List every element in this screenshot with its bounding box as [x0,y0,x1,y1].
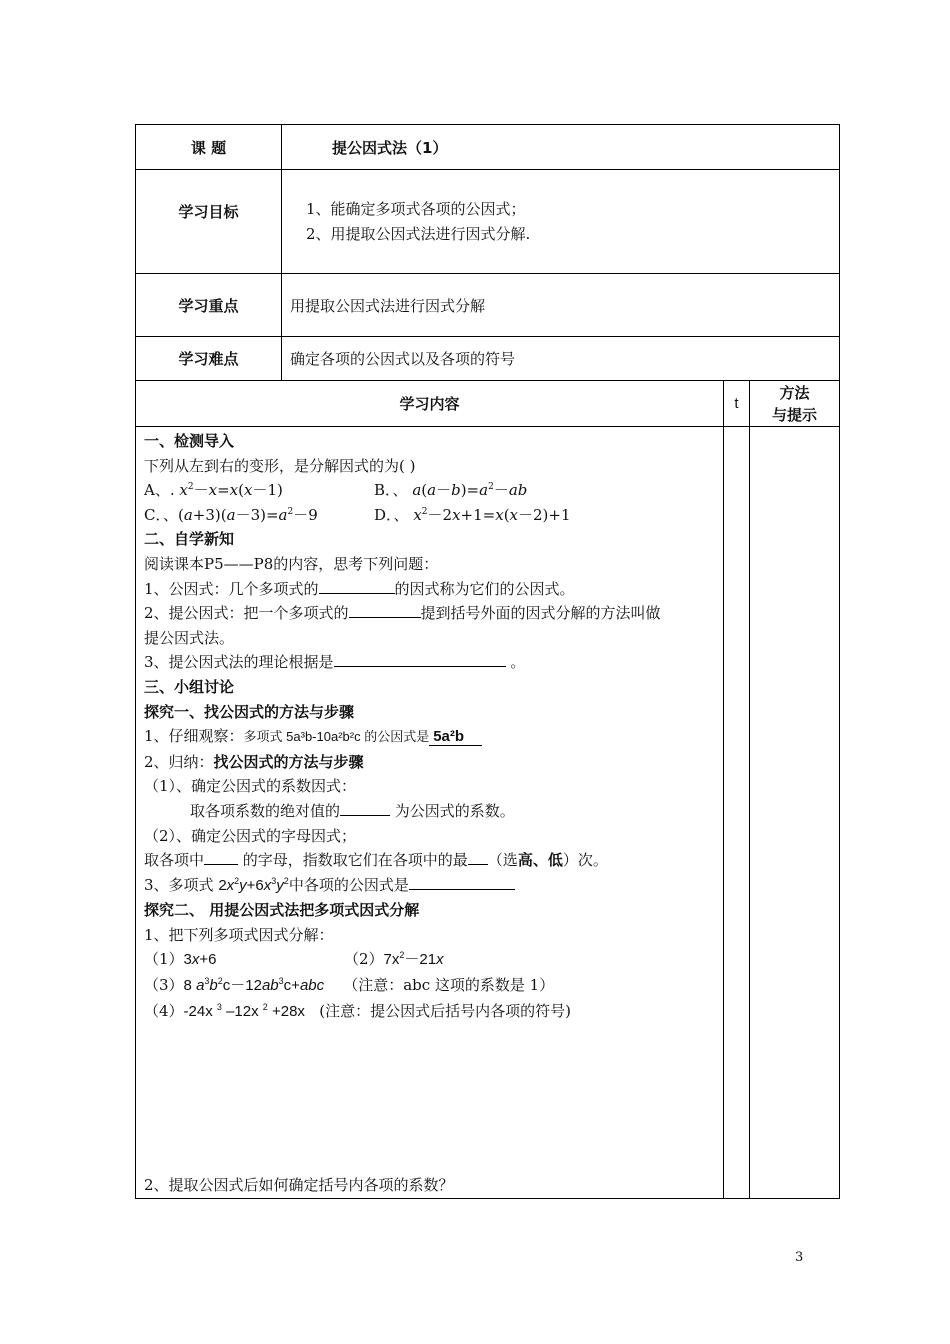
topic-label: 课 题 [136,125,282,170]
options-cd: C．、$(a+3)(a-3)=a^2-9$ D．、 $x^2-2x+1=x(x-2)+1$ [144,505,571,524]
question-2: 2、提公因式：把一个多项式的 提到括号外面的因式分解的方法叫做 [144,604,661,623]
blank[interactable] [204,850,238,865]
option-d-prefix: D．、 [374,505,409,524]
method-header-line2: 与提示 [771,405,817,424]
topic-value: 提公因式法（1） [282,125,840,170]
step2-detail: 取各项中 的字母，指数取它们在各项中的最 （选高、低）次。 [144,851,608,870]
page-number: 3 [795,1250,804,1265]
induct-line: 2、归纳：找公因式的方法与步骤 [144,752,364,771]
section3-title: 三、小组讨论 [144,677,235,696]
common-factor-question: 3、多项式 $2x^2y+6x^3y^2$中各项的公因式是 [144,873,715,899]
blank[interactable] [409,875,515,890]
blank[interactable] [349,603,421,618]
goals-list [282,170,840,274]
t-column-body [724,427,750,1199]
step1: （1）、确定公因式的系数因式： [144,777,357,796]
option-c-prefix: C．、 [144,505,178,524]
goal-item: 2、用提取公因式法进行因式分解. [306,225,531,243]
method-header-line1: 方法 [779,383,810,402]
difficulty-value: 确定各项的公因式以及各项的符号 [282,337,840,381]
section2-title: 二、自学新知 [144,530,235,549]
goals-label: 学习目标 [136,170,282,274]
blank[interactable] [334,652,506,667]
explore1-title: 探究一、找公因式的方法与步骤 [144,702,355,721]
blank[interactable] [340,801,390,816]
method-column-body [750,427,840,1199]
goal-item: 1、能确定多项式各项的公因式； [306,200,526,218]
section1-question: 下列从左到右的变形，是分解因式的为( ) [144,456,416,475]
difficulty-label: 学习难点 [136,337,282,381]
method-header [750,381,840,427]
blank[interactable] [468,850,488,865]
explore2-title: 探究二、 用提公因式法把多项式因式分解 [144,901,420,920]
factor-items-1-2: （1）3x+6 $(2)7x^2-21x$ [144,950,444,969]
factor-intro: 1、把下列多项式因式分解： [144,925,334,944]
observe-line: 1、仔细观察：多项式 5a³b-10a²b²c 的公因式是 5a²b [144,724,715,750]
read-instruction: 阅读课本P5——P8的内容，思考下列问题： [144,554,439,573]
step2: （2）、确定公因式的字母因式； [144,826,357,845]
focus-label: 学习重点 [136,274,282,337]
question-3: 3、提公因式法的理论根据是 。 [144,653,526,672]
last-question: 2、提取公因式后如何确定括号内各项的系数？ [144,1176,454,1195]
factor-item-3: （3）8 $a^3b^2c-12ab^3c+abc$ （注意：abc 这项的系数是 1） [144,976,555,995]
question-2-cont: 提公因式法。 [144,628,235,647]
t-header: t [724,381,750,427]
options-ab: A、. $x^2-x=x(x-1)$ B．、 $a(a-b)=a^2-ab$ [144,481,528,500]
question-1: 1、公因式：几个多项式的 的因式称为它们的公因式。 [144,579,575,598]
answer-space[interactable] [144,1024,715,1173]
blank[interactable] [319,579,395,594]
focus-value: 用提取公因式法进行因式分解 [282,274,840,337]
section1-title: 一、检测导入 [144,432,235,450]
lesson-table [135,124,840,1199]
factor-item-4: （4）-24x $^3$ –12x $^2$ +28x (注意：提公因式后括号内各项的符号) [144,1001,571,1020]
step1-detail: 取各项系数的绝对值的 为公因式的系数。 [190,801,515,820]
option-b-prefix: B．、 [374,481,408,500]
option-a-prefix: A、. [144,481,175,500]
content-body [136,427,724,1199]
content-header: 学习内容 [136,381,724,427]
observe-answer: 5a²b [429,728,482,746]
